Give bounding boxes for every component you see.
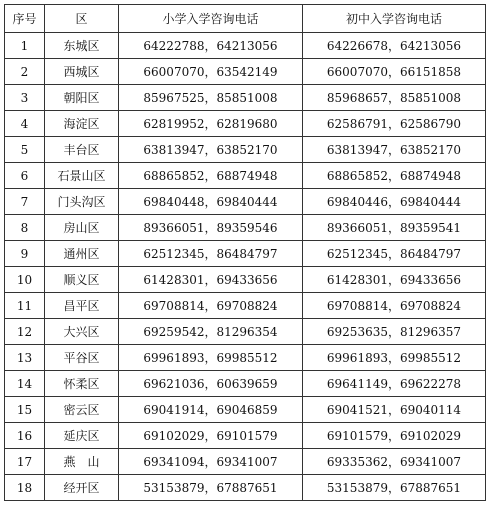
cell-junior-high-phone: 89366051，89359541 [303,215,486,241]
cell-district: 东城区 [45,33,119,59]
cell-serial-number: 18 [5,475,45,501]
table-row [5,215,486,241]
cell-serial-number: 11 [5,293,45,319]
cell-serial-number: 13 [5,345,45,371]
cell-district: 石景山区 [45,163,119,189]
cell-district: 大兴区 [45,319,119,345]
cell-serial-number: 9 [5,241,45,267]
cell-district: 昌平区 [45,293,119,319]
cell-primary-school-phone: 61428301，69433656 [119,267,303,293]
cell-serial-number: 6 [5,163,45,189]
consultation-phone-table-container [4,4,485,508]
cell-serial-number: 15 [5,397,45,423]
cell-district: 密云区 [45,397,119,423]
table-row [5,423,486,449]
cell-primary-school-phone: 69102029，69101579 [119,423,303,449]
table-row [5,475,486,501]
cell-primary-school-phone: 63813947，63852170 [119,137,303,163]
cell-district: 通州区 [45,241,119,267]
cell-serial-number: 3 [5,85,45,111]
table-row [5,371,486,397]
cell-serial-number: 16 [5,423,45,449]
header-junior-high-phone: 初中入学咨询电话 [303,5,486,33]
cell-district: 门头沟区 [45,189,119,215]
cell-junior-high-phone: 69840446，69840444 [303,189,486,215]
cell-district: 燕 山 [45,449,119,475]
cell-primary-school-phone: 69840448，69840444 [119,189,303,215]
cell-primary-school-phone: 66007070，63542149 [119,59,303,85]
cell-serial-number: 1 [5,33,45,59]
cell-junior-high-phone: 69961893，69985512 [303,345,486,371]
cell-serial-number: 5 [5,137,45,163]
cell-serial-number: 7 [5,189,45,215]
cell-serial-number: 4 [5,111,45,137]
cell-junior-high-phone: 63813947，63852170 [303,137,486,163]
cell-primary-school-phone: 64222788，64213056 [119,33,303,59]
cell-junior-high-phone: 69335362，69341007 [303,449,486,475]
table-row [5,137,486,163]
cell-junior-high-phone: 68865852，68874948 [303,163,486,189]
cell-junior-high-phone: 66007070，66151858 [303,59,486,85]
cell-junior-high-phone: 61428301，69433656 [303,267,486,293]
cell-serial-number: 12 [5,319,45,345]
cell-primary-school-phone: 85967525，85851008 [119,85,303,111]
cell-primary-school-phone: 69621036，60639659 [119,371,303,397]
table-row [5,241,486,267]
cell-district: 房山区 [45,215,119,241]
cell-primary-school-phone: 69259542，81296354 [119,319,303,345]
cell-primary-school-phone: 62819952，62819680 [119,111,303,137]
cell-district: 西城区 [45,59,119,85]
table-header-row [5,5,486,33]
table-row [5,59,486,85]
cell-district: 顺义区 [45,267,119,293]
cell-junior-high-phone: 53153879，67887651 [303,475,486,501]
table-row [5,267,486,293]
cell-junior-high-phone: 69101579，69102029 [303,423,486,449]
cell-primary-school-phone: 69708814，69708824 [119,293,303,319]
table-row [5,163,486,189]
cell-district: 海淀区 [45,111,119,137]
cell-district: 丰台区 [45,137,119,163]
table-row [5,85,486,111]
cell-district: 怀柔区 [45,371,119,397]
cell-district: 延庆区 [45,423,119,449]
cell-serial-number: 17 [5,449,45,475]
header-district: 区 [45,5,119,33]
cell-serial-number: 14 [5,371,45,397]
table-body [5,33,486,501]
cell-junior-high-phone: 69641149，69622278 [303,371,486,397]
cell-serial-number: 8 [5,215,45,241]
table-row [5,33,486,59]
table-row [5,319,486,345]
cell-primary-school-phone: 53153879，67887651 [119,475,303,501]
cell-junior-high-phone: 69253635，81296357 [303,319,486,345]
cell-primary-school-phone: 69341094，69341007 [119,449,303,475]
cell-junior-high-phone: 69041521，69040114 [303,397,486,423]
cell-junior-high-phone: 85968657，85851008 [303,85,486,111]
cell-primary-school-phone: 68865852，68874948 [119,163,303,189]
cell-primary-school-phone: 69961893，69985512 [119,345,303,371]
header-primary-school-phone: 小学入学咨询电话 [119,5,303,33]
table-row [5,111,486,137]
cell-junior-high-phone: 62586791，62586790 [303,111,486,137]
cell-district: 经开区 [45,475,119,501]
cell-junior-high-phone: 62512345，86484797 [303,241,486,267]
header-serial-number: 序号 [5,5,45,33]
cell-serial-number: 10 [5,267,45,293]
cell-district: 平谷区 [45,345,119,371]
cell-junior-high-phone: 69708814，69708824 [303,293,486,319]
cell-primary-school-phone: 89366051，89359546 [119,215,303,241]
table-row [5,293,486,319]
table-row [5,397,486,423]
cell-district: 朝阳区 [45,85,119,111]
table-row [5,189,486,215]
cell-primary-school-phone: 69041914，69046859 [119,397,303,423]
consultation-phone-table [4,4,486,501]
cell-primary-school-phone: 62512345，86484797 [119,241,303,267]
table-row [5,449,486,475]
cell-junior-high-phone: 64226678，64213056 [303,33,486,59]
table-row [5,345,486,371]
cell-serial-number: 2 [5,59,45,85]
